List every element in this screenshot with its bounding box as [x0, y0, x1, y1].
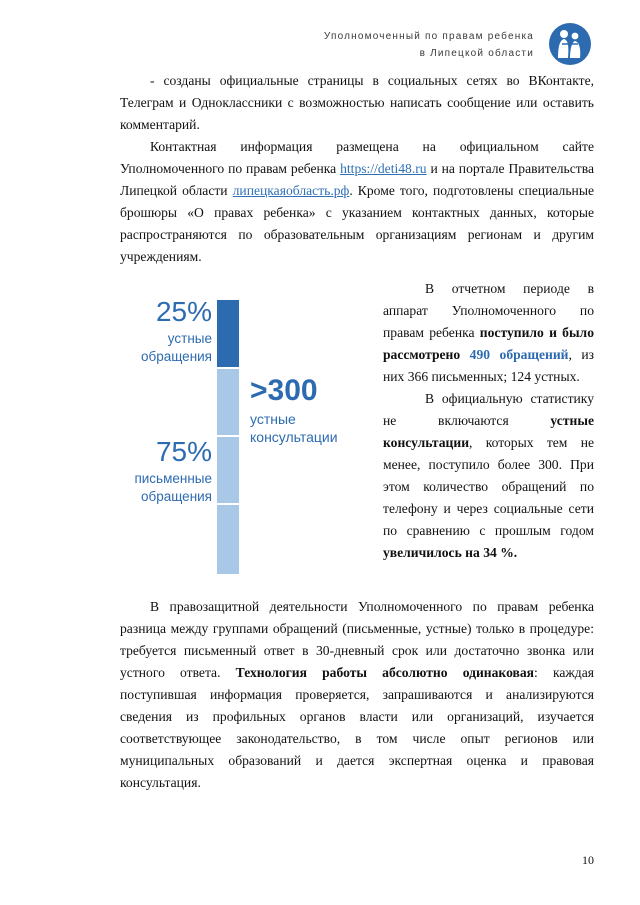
appeals-infographic: [112, 296, 362, 574]
consultations-label-line2: консультации: [250, 429, 338, 445]
written-share-bar-segment: [217, 505, 239, 574]
summary-text: , которых тем не менее, поступило более 300. При этом количество обращений по телефону и через социальные сети по сравнению с прошлым годом: [383, 435, 594, 538]
written-label-line1: письменные: [134, 471, 212, 486]
appeals-summary-text: [383, 278, 594, 564]
written-label-line2: обращения: [140, 489, 212, 504]
page-number: 10: [582, 853, 594, 867]
summary-appeals-count: 490 обращений: [469, 347, 569, 362]
consultations-label-line1: устные: [250, 411, 296, 427]
written-percent: 75%: [155, 436, 212, 467]
paragraph-text: В правозащитной деятельности Уполномоченного по правам ребенка разница между группами обращений (письменные, устные) только в процедуре: требуется письменный ответ в 30-дневный срок или достаточно звонка или устного ответа.: [120, 599, 594, 680]
summary-bold-increase: увеличилось на 34 %.: [383, 545, 518, 560]
summary-bold-consultations: устные консультации: [383, 413, 594, 450]
lipetsk-region-link[interactable]: липецкаяобласть.рф: [232, 183, 350, 198]
page-header: [324, 28, 534, 62]
consultations-label: [250, 410, 338, 446]
oral-label-line2: обращения: [140, 349, 212, 364]
summary-bold-received: поступило и было рассмотрено: [383, 325, 594, 362]
paragraph-contacts: [120, 136, 594, 268]
oral-label: [141, 330, 212, 366]
oral-label-line1: устные: [167, 331, 212, 346]
paragraph-text: Контактная информация размещена на официальном сайте Уполномоченного по правам ребенка: [120, 139, 594, 176]
oral-percent: 25%: [155, 296, 212, 327]
header-line-2: в Липецкой области: [419, 48, 534, 59]
deti48-link[interactable]: https://deti48.ru: [340, 161, 427, 176]
paragraph-social-networks: [120, 70, 594, 136]
consultations-value: >300: [250, 374, 318, 407]
summary-text: В официальную статистику не включаются: [383, 391, 594, 428]
ombudsman-logo: [548, 22, 592, 66]
summary-text: В отчетном периоде в аппарат Уполномоченного по правам ребенка: [383, 281, 594, 340]
header-line-1: Уполномоченный по правам ребенка: [323, 31, 534, 42]
written-share-bar-segment: [217, 437, 239, 503]
oral-share-bar: [217, 300, 239, 367]
paragraph-text: и на портале Правительства Липецкой области: [120, 161, 594, 198]
paragraph-bold: Технология работы абсолютно одинаковая: [235, 665, 535, 680]
written-share-bar-segment: [217, 369, 239, 435]
paragraph-work-technology: [120, 596, 594, 794]
written-label: [134, 470, 212, 506]
paragraph-text: . Кроме того, подготовлены специальные брошюры «О правах ребенка» с указанием контактных данных, которые распространяются по образовательным организациям регионам и другим учреждениям.: [120, 183, 594, 264]
paragraph-text: - созданы официальные страницы в социальных сетях во ВКонтакте, Телеграм и Одноклассники с возможностью написать сообщение или оставить комментарий.: [120, 73, 594, 132]
summary-text: , из них 366 письменных; 124 устных.: [383, 347, 594, 384]
paragraph-text: : каждая поступившая информация проверяется, запрашиваются и анализируются сведения из профильных органов власти или организаций, изучается соответствующее законодательство, в том числе опыт регионов или муниципальных образований и дается экспертная оценка и правовая консультация.: [120, 665, 594, 790]
